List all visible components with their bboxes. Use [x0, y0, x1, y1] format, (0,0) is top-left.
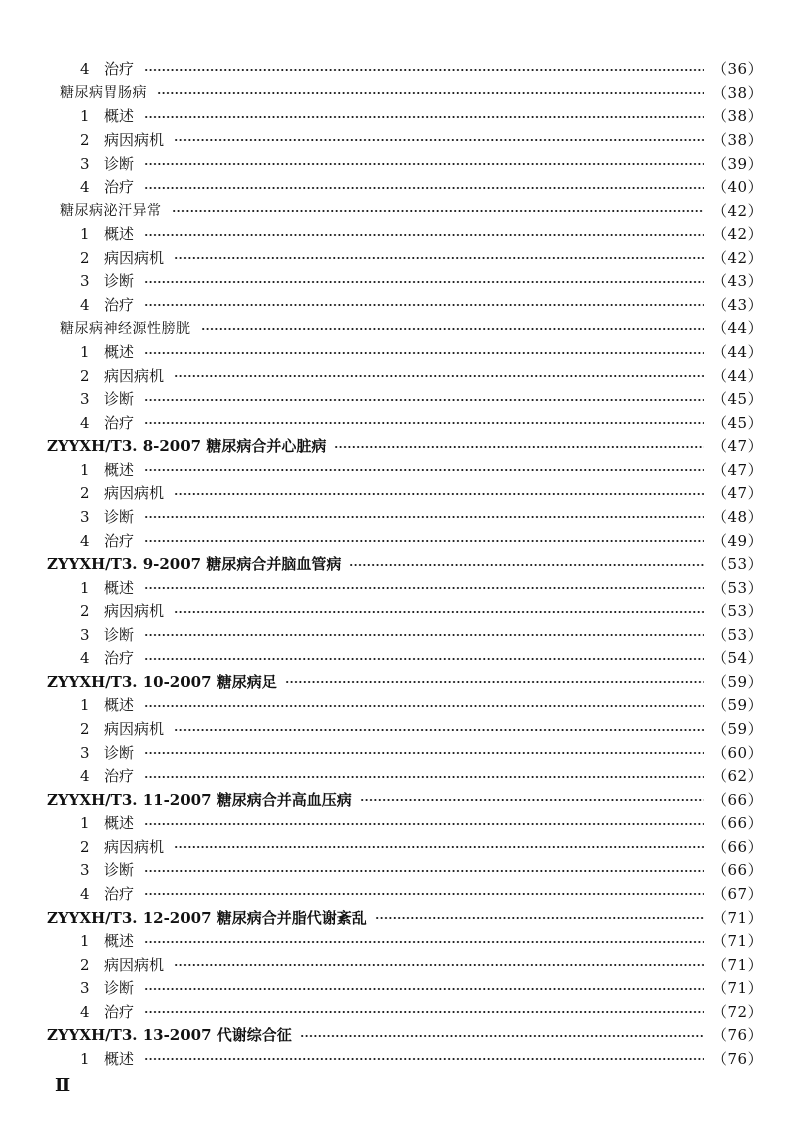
toc-entry[interactable]	[0, 247, 800, 271]
toc-entry[interactable]	[0, 459, 800, 483]
toc-entry-label: ZYYXH/T3. 13-2007 代谢综合征	[47, 1026, 292, 1045]
toc-entry[interactable]	[0, 694, 800, 718]
toc-entry-page: （38）	[712, 83, 764, 102]
toc-section-heading[interactable]	[0, 553, 800, 577]
toc-entry-number: 1	[80, 814, 90, 833]
toc-entry[interactable]	[0, 812, 800, 836]
toc-entry-page: （38）	[712, 107, 764, 126]
toc-entry-page: （76）	[712, 1026, 764, 1045]
toc-entry-page: （54）	[712, 649, 764, 668]
toc-entry-label: 治疗	[104, 767, 135, 786]
dot-leader	[144, 631, 704, 639]
toc-entry-label: 病因病机	[104, 602, 165, 621]
toc-entry-page: （44）	[712, 343, 764, 362]
toc-entry[interactable]	[0, 576, 800, 600]
toc-entry-number: 1	[80, 225, 90, 244]
toc-entry-number: 4	[80, 60, 90, 79]
toc-entry-number: 1	[80, 932, 90, 951]
dot-leader	[144, 160, 704, 168]
toc-entry-number: 3	[80, 507, 90, 526]
toc-entry-label: 诊断	[104, 743, 135, 762]
dot-leader	[144, 66, 704, 74]
table-of-contents	[0, 58, 800, 1071]
dot-leader	[174, 490, 704, 498]
toc-entry-page: （59）	[712, 672, 764, 691]
toc-entry-label: 概述	[104, 932, 135, 951]
dot-leader	[174, 254, 704, 262]
toc-entry-number: 2	[80, 720, 90, 739]
toc-entry-label: 病因病机	[104, 248, 165, 267]
dot-leader	[174, 136, 704, 144]
toc-entry[interactable]	[0, 294, 800, 318]
toc-entry-label: 概述	[104, 460, 135, 479]
toc-entry[interactable]	[0, 105, 800, 129]
toc-entry-number: 3	[80, 154, 90, 173]
toc-section-heading[interactable]	[0, 788, 800, 812]
toc-entry-page: （53）	[712, 625, 764, 644]
toc-entry-number: 2	[80, 366, 90, 385]
dot-leader	[144, 749, 704, 757]
toc-entry-number: 1	[80, 460, 90, 479]
toc-entry-page: （48）	[712, 507, 764, 526]
toc-entry-page: （42）	[712, 201, 764, 220]
toc-entry-label: 概述	[104, 696, 135, 715]
toc-entry-page: （53）	[712, 602, 764, 621]
toc-entry[interactable]	[0, 482, 800, 506]
dot-leader	[300, 1032, 704, 1040]
dot-leader	[144, 113, 704, 121]
toc-entry[interactable]	[0, 953, 800, 977]
toc-entry-label: ZYYXH/T3. 9-2007 糖尿病合并脑血管病	[47, 555, 342, 574]
toc-entry-page: （42）	[712, 225, 764, 244]
toc-entry-number: 4	[80, 413, 90, 432]
toc-entry-label: 概述	[104, 225, 135, 244]
toc-entry-page: （39）	[712, 154, 764, 173]
toc-entry[interactable]	[0, 341, 800, 365]
toc-entry-label: 诊断	[104, 861, 135, 880]
toc-entry[interactable]	[0, 765, 800, 789]
toc-entry-label: 糖尿病泌汗异常	[60, 203, 162, 220]
dot-leader	[144, 513, 704, 521]
toc-entry-label: 糖尿病胃肠病	[60, 85, 147, 102]
dot-leader	[174, 726, 704, 734]
toc-entry[interactable]	[0, 58, 800, 82]
dot-leader	[144, 938, 704, 946]
dot-leader	[144, 584, 704, 592]
toc-entry-label: 概述	[104, 343, 135, 362]
toc-entry-page: （71）	[712, 955, 764, 974]
toc-entry-label: 病因病机	[104, 837, 165, 856]
toc-entry-number: 1	[80, 696, 90, 715]
dot-leader	[144, 1055, 704, 1063]
page-number: Ⅱ	[55, 1075, 71, 1096]
toc-entry-number: 3	[80, 861, 90, 880]
toc-entry-number: 2	[80, 484, 90, 503]
toc-entry-number: 4	[80, 295, 90, 314]
toc-entry-number: 1	[80, 1049, 90, 1068]
toc-entry[interactable]	[0, 223, 800, 247]
dot-leader	[174, 608, 704, 616]
toc-entry-label: ZYYXH/T3. 10-2007 糖尿病足	[47, 672, 277, 691]
dot-leader	[144, 349, 704, 357]
toc-entry-label: 治疗	[104, 413, 135, 432]
toc-entry-label: ZYYXH/T3. 8-2007 糖尿病合并心脏病	[47, 437, 327, 456]
toc-entry-page: （44）	[712, 366, 764, 385]
dot-leader	[144, 278, 704, 286]
toc-entry-label: ZYYXH/T3. 11-2007 糖尿病合并高血压病	[47, 790, 352, 809]
toc-entry-label: ZYYXH/T3. 12-2007 糖尿病合并脂代谢紊乱	[47, 908, 367, 927]
toc-entry-number: 1	[80, 343, 90, 362]
toc-entry-number: 3	[80, 390, 90, 409]
toc-entry[interactable]	[0, 364, 800, 388]
toc-entry-label: 治疗	[104, 178, 135, 197]
dot-leader	[144, 867, 704, 875]
toc-entry-page: （44）	[712, 319, 764, 338]
toc-entry-page: （38）	[712, 130, 764, 149]
dot-leader	[349, 561, 704, 569]
toc-entry-label: 治疗	[104, 60, 135, 79]
dot-leader	[144, 231, 704, 239]
toc-entry-label: 诊断	[104, 507, 135, 526]
toc-entry[interactable]	[0, 883, 800, 907]
toc-entry-label: 治疗	[104, 649, 135, 668]
dot-leader	[144, 419, 704, 427]
toc-entry-number: 3	[80, 272, 90, 291]
toc-entry-page: （42）	[712, 248, 764, 267]
toc-entry-label: 诊断	[104, 625, 135, 644]
toc-entry-page: （66）	[712, 814, 764, 833]
toc-entry-number: 4	[80, 649, 90, 668]
toc-entry-label: 治疗	[104, 884, 135, 903]
toc-entry-page: （60）	[712, 743, 764, 762]
dot-leader	[157, 89, 704, 97]
toc-entry-number: 4	[80, 531, 90, 550]
dot-leader	[144, 773, 704, 781]
toc-entry[interactable]	[0, 859, 800, 883]
toc-entry-page: （62）	[712, 767, 764, 786]
toc-entry-number: 4	[80, 1002, 90, 1021]
toc-entry-page: （66）	[712, 837, 764, 856]
toc-entry-page: （66）	[712, 790, 764, 809]
toc-entry-page: （67）	[712, 884, 764, 903]
toc-section-heading[interactable]	[0, 906, 800, 930]
toc-entry-number: 3	[80, 979, 90, 998]
toc-entry-page: （47）	[712, 460, 764, 479]
toc-entry-number: 2	[80, 955, 90, 974]
toc-section-heading[interactable]	[0, 435, 800, 459]
toc-entry[interactable]	[0, 600, 800, 624]
toc-entry-page: （53）	[712, 555, 764, 574]
dot-leader	[144, 1008, 704, 1016]
toc-entry-label: 糖尿病神经源性膀胱	[60, 320, 191, 337]
toc-entry[interactable]	[0, 152, 800, 176]
dot-leader	[144, 301, 704, 309]
dot-leader	[144, 655, 704, 663]
dot-leader	[144, 396, 704, 404]
toc-entry-number: 2	[80, 130, 90, 149]
toc-entry[interactable]	[0, 176, 800, 200]
toc-section-heading[interactable]	[0, 671, 800, 695]
toc-entry-number: 2	[80, 602, 90, 621]
dot-leader	[334, 443, 704, 451]
dot-leader	[172, 207, 705, 215]
toc-entry-number: 4	[80, 178, 90, 197]
dot-leader	[174, 843, 704, 851]
toc-entry-label: 治疗	[104, 1002, 135, 1021]
dot-leader	[360, 796, 704, 804]
dot-leader	[375, 914, 704, 922]
toc-entry-number: 4	[80, 884, 90, 903]
toc-entry[interactable]	[0, 270, 800, 294]
toc-entry-page: （47）	[712, 484, 764, 503]
toc-entry-number: 3	[80, 743, 90, 762]
toc-entry-page: （71）	[712, 908, 764, 927]
toc-entry[interactable]	[0, 977, 800, 1001]
toc-entry-number: 2	[80, 837, 90, 856]
toc-entry-number: 2	[80, 248, 90, 267]
toc-entry[interactable]	[0, 1001, 800, 1025]
toc-entry-page: （53）	[712, 578, 764, 597]
toc-entry-label: 概述	[104, 814, 135, 833]
toc-entry-label: 概述	[104, 578, 135, 597]
toc-entry-page: （43）	[712, 295, 764, 314]
toc-entry[interactable]	[0, 624, 800, 648]
toc-entry[interactable]	[0, 388, 800, 412]
toc-entry-page: （40）	[712, 178, 764, 197]
toc-entry-label: 病因病机	[104, 366, 165, 385]
toc-entry[interactable]	[0, 647, 800, 671]
toc-entry-label: 诊断	[104, 979, 135, 998]
toc-entry-page: （72）	[712, 1002, 764, 1021]
toc-entry-label: 病因病机	[104, 130, 165, 149]
toc-entry-page: （71）	[712, 979, 764, 998]
dot-leader	[201, 325, 705, 333]
toc-entry-label: 概述	[104, 107, 135, 126]
toc-entry-page: （47）	[712, 437, 764, 456]
toc-subsection[interactable]	[0, 199, 800, 223]
toc-entry-label: 病因病机	[104, 955, 165, 974]
toc-entry-page: （66）	[712, 861, 764, 880]
dot-leader	[174, 961, 704, 969]
toc-entry-label: 病因病机	[104, 720, 165, 739]
dot-leader	[144, 890, 704, 898]
toc-entry-page: （45）	[712, 390, 764, 409]
dot-leader	[174, 372, 704, 380]
toc-entry[interactable]	[0, 930, 800, 954]
toc-entry-page: （71）	[712, 932, 764, 951]
dot-leader	[285, 678, 704, 686]
toc-entry[interactable]	[0, 506, 800, 530]
toc-entry[interactable]	[0, 529, 800, 553]
dot-leader	[144, 537, 704, 545]
dot-leader	[144, 985, 704, 993]
toc-entry-page: （76）	[712, 1049, 764, 1068]
toc-entry-number: 1	[80, 107, 90, 126]
toc-entry-page: （36）	[712, 60, 764, 79]
toc-entry-label: 概述	[104, 1049, 135, 1068]
toc-entry-page: （49）	[712, 531, 764, 550]
toc-entry-label: 诊断	[104, 272, 135, 291]
dot-leader	[144, 466, 704, 474]
dot-leader	[144, 702, 704, 710]
toc-entry[interactable]	[0, 741, 800, 765]
toc-entry-page: （59）	[712, 720, 764, 739]
toc-entry-page: （59）	[712, 696, 764, 715]
toc-entry-label: 治疗	[104, 531, 135, 550]
toc-entry-label: 病因病机	[104, 484, 165, 503]
toc-entry[interactable]	[0, 411, 800, 435]
dot-leader	[144, 184, 704, 192]
toc-entry-page: （43）	[712, 272, 764, 291]
toc-subsection[interactable]	[0, 317, 800, 341]
toc-entry-number: 1	[80, 578, 90, 597]
toc-entry[interactable]	[0, 129, 800, 153]
toc-entry-label: 诊断	[104, 154, 135, 173]
toc-subsection[interactable]	[0, 82, 800, 106]
toc-entry[interactable]	[0, 836, 800, 860]
toc-entry-number: 4	[80, 767, 90, 786]
toc-entry-number: 3	[80, 625, 90, 644]
toc-entry-label: 治疗	[104, 295, 135, 314]
toc-entry[interactable]	[0, 1048, 800, 1072]
dot-leader	[144, 820, 704, 828]
toc-section-heading[interactable]	[0, 1024, 800, 1048]
toc-entry-page: （45）	[712, 413, 764, 432]
toc-entry[interactable]	[0, 718, 800, 742]
toc-entry-label: 诊断	[104, 390, 135, 409]
